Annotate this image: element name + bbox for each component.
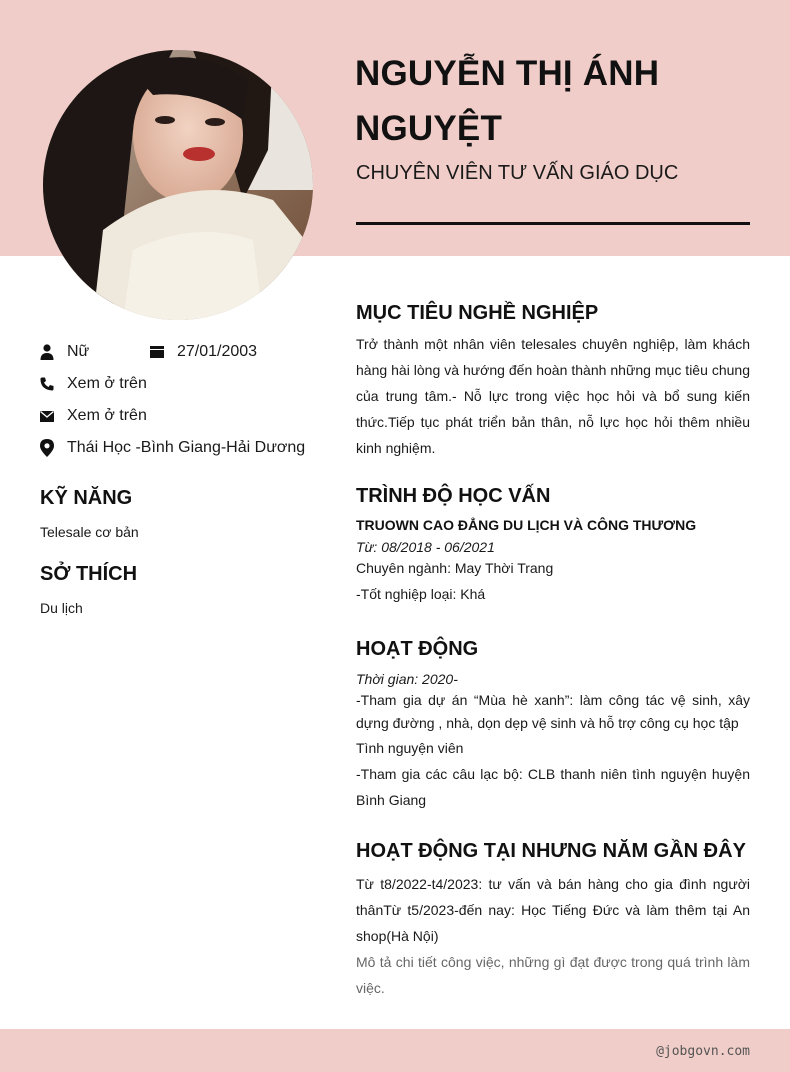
objective-text: Trở thành một nhân viên telesales chuyên nghiệp, làm khách hàng hài lòng và hướng đến hoàn thành những mục tiêu chung của trung tâm.- Nỗ lực trong việc học hỏi và bổ sung kiến thức.Tiếp tục phát triển bản thân, nỗ lực học hỏi thêm nhiều kinh nghiệm. (356, 336, 750, 456)
job-title: CHUYÊN VIÊN TƯ VẤN GIÁO DỤC (356, 162, 679, 184)
birthdate-row (150, 343, 257, 361)
phone-icon (40, 376, 54, 392)
recent-activities-section (356, 840, 750, 1001)
education-section (356, 485, 750, 607)
hobbies-heading: SỞ THÍCH (40, 563, 138, 585)
email-value: Xem ở trên (67, 407, 147, 424)
email-row (40, 407, 147, 425)
recent-activities-heading: HOẠT ĐỘNG TẠI NHƯNG NĂM GẦN ĐÂY (356, 840, 746, 862)
objective-heading: MỤC TIÊU NGHỀ NGHIỆP (356, 302, 599, 324)
recent-activities-placeholder: Mô tả chi tiết công việc, những gì đạt được trong quá trình làm việc. (356, 954, 750, 996)
gender-row (40, 343, 89, 361)
calendar-icon (150, 344, 164, 360)
activity-item: Tình nguyện viên (356, 740, 464, 756)
title-divider (356, 222, 750, 225)
phone-value: Xem ở trên (67, 375, 147, 392)
gender-value: Nữ (67, 343, 90, 360)
profile-photo (43, 50, 313, 320)
mail-icon (40, 408, 54, 424)
activity-item: -Tham gia dự án “Mùa hè xanh”: làm công tác vệ sinh, xây dựng đường , nhà, dọn dẹp vệ sinh và hỗ trợ công cụ học tập (356, 692, 750, 731)
phone-row (40, 375, 147, 393)
birthdate-value: 27/01/2003 (177, 343, 258, 360)
education-period: Từ: 08/2018 - 06/2021 (356, 539, 495, 555)
school-name: TRUOWN CAO ĐẲNG DU LỊCH VÀ CÔNG THƯƠNG (356, 517, 697, 533)
activities-heading: HOẠT ĐỘNG (356, 638, 479, 660)
skill-item: Telesale cơ bản (40, 524, 139, 540)
profile-photo-image (43, 50, 313, 320)
user-icon (40, 344, 54, 360)
recent-activities-text: Từ t8/2022-t4/2023: tư vấn và bán hàng cho gia đình người thânTừ t5/2023-đến nay: Học Tiếng Đức và làm thêm tại An shop(Hà Nội) (356, 876, 750, 944)
education-major: Chuyên ngành: May Thời Trang (356, 560, 554, 576)
footer-watermark: @jobgovn.com (656, 1044, 750, 1059)
activities-period: Thời gian: 2020- (356, 671, 458, 687)
location-pin-icon (40, 440, 54, 456)
skills-heading: KỸ NĂNG (40, 487, 133, 509)
education-grade: -Tốt nghiệp loại: Khá (356, 586, 486, 602)
activity-item: -Tham gia các câu lạc bộ: CLB thanh niên tình nguyện huyện Bình Giang (356, 766, 750, 808)
hobby-item: Du lịch (40, 600, 83, 616)
objective-section (356, 302, 750, 461)
address-value: Thái Học -Bình Giang-Hải Dương (67, 439, 306, 456)
activities-section (356, 638, 750, 813)
candidate-name: NGUYỄN THỊ ÁNH NGUYỆT (355, 54, 660, 148)
address-row (40, 439, 305, 457)
education-heading: TRÌNH ĐỘ HỌC VẤN (356, 485, 551, 507)
